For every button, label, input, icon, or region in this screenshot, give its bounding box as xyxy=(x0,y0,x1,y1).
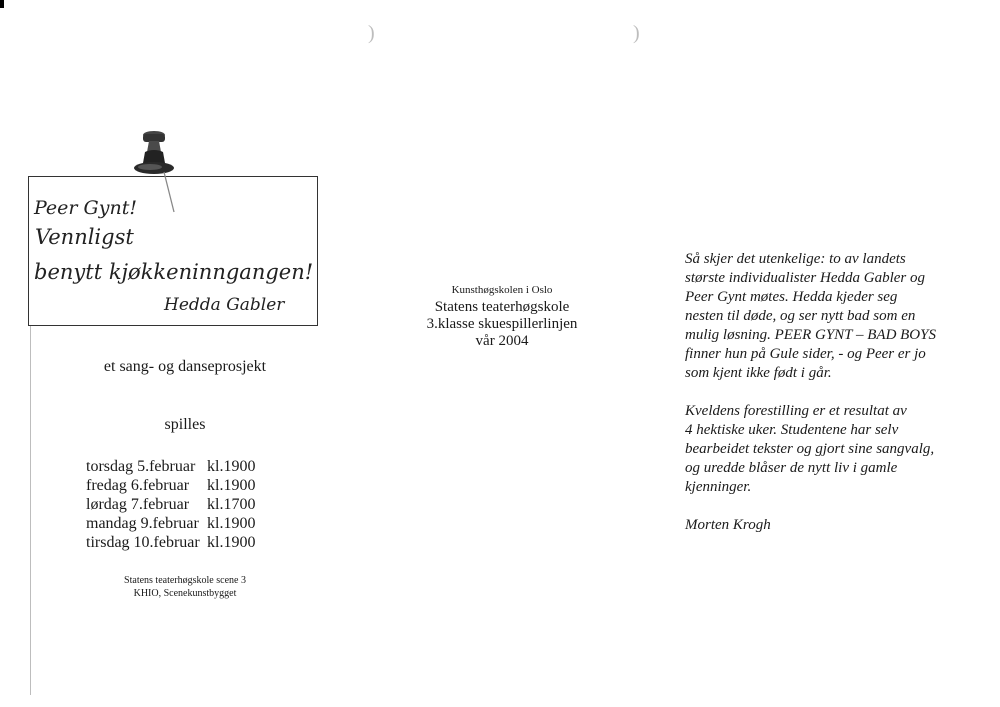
schedule-day: tirsdag 10.februar xyxy=(86,534,200,551)
schedule-time: kl.1700 xyxy=(207,496,256,513)
venue-line: Statens teaterhøgskole scene 3 xyxy=(124,575,246,586)
schedule-day: torsdag 5.februar xyxy=(86,458,196,475)
schedule-day: mandag 9.februar xyxy=(86,515,199,532)
scan-corner-mark xyxy=(0,0,4,8)
schedule-time: kl.1900 xyxy=(207,534,256,551)
season-year: vår 2004 xyxy=(475,333,529,349)
institution-name: Kunsthøgskolen i Oslo xyxy=(451,284,553,296)
fold-mark: ) xyxy=(368,22,375,44)
performance-schedule xyxy=(86,457,255,552)
schedule-day: fredag 6.februar xyxy=(86,477,190,494)
note-line-1: Peer Gynt! xyxy=(34,197,137,219)
text-line: Så skjer det utenkelige: to av landets xyxy=(685,251,906,267)
schedule-row xyxy=(86,495,255,514)
text-line: mulig løsning. PEER GYNT – BAD BOYS xyxy=(685,327,936,343)
fold-mark: ) xyxy=(633,22,640,44)
description-paragraph xyxy=(685,402,985,497)
schedule-row xyxy=(86,533,255,552)
text-line: finner hun på Gule sider, - og Peer er jo xyxy=(685,346,926,362)
schedule-time: kl.1900 xyxy=(207,458,256,475)
class-name: 3.klasse skuespillerlinjen xyxy=(426,316,578,332)
schedule-day: lørdag 7.februar xyxy=(86,496,190,513)
school-info xyxy=(396,282,608,350)
venue-info xyxy=(60,574,310,600)
schedule-time: kl.1900 xyxy=(207,477,256,494)
text-line: bearbeidet tekster og gjort sine sangvalg, xyxy=(685,441,935,457)
note-signature: Hedda Gabler xyxy=(164,295,285,315)
performances-heading: spilles xyxy=(164,416,206,433)
author-name: Morten Krogh xyxy=(685,517,771,533)
note-line-3: benytt kjøkkeninngangen! xyxy=(34,260,314,284)
text-line: kjenninger. xyxy=(685,479,752,495)
text-line: største individualister Hedda Gabler og xyxy=(685,270,925,286)
venue-line: KHIO, Scenekunstbygget xyxy=(133,588,237,599)
description-text xyxy=(685,250,985,535)
text-line: som kjent ikke født i går. xyxy=(685,365,832,381)
schedule-row xyxy=(86,457,255,476)
text-line: Kveldens forestilling er et resultat av xyxy=(685,403,907,419)
subtitle: et sang- og danseprosjekt xyxy=(103,358,267,375)
description-paragraph xyxy=(685,250,985,383)
pushpin-icon xyxy=(128,128,192,218)
text-line: 4 hektiske uker. Studentene har selv xyxy=(685,422,899,438)
schedule-time: kl.1900 xyxy=(207,515,256,532)
schedule-row xyxy=(86,514,255,533)
schedule-row xyxy=(86,476,255,495)
text-line: Peer Gynt møtes. Hedda kjeder seg xyxy=(685,289,898,305)
note-line-2: Vennligst xyxy=(35,225,134,249)
text-line: og uredde blåser de nytt liv i gamle xyxy=(685,460,898,476)
text-line: nesten til døde, og ser nytt bad som en xyxy=(685,308,916,324)
school-name: Statens teaterhøgskole xyxy=(434,299,570,315)
